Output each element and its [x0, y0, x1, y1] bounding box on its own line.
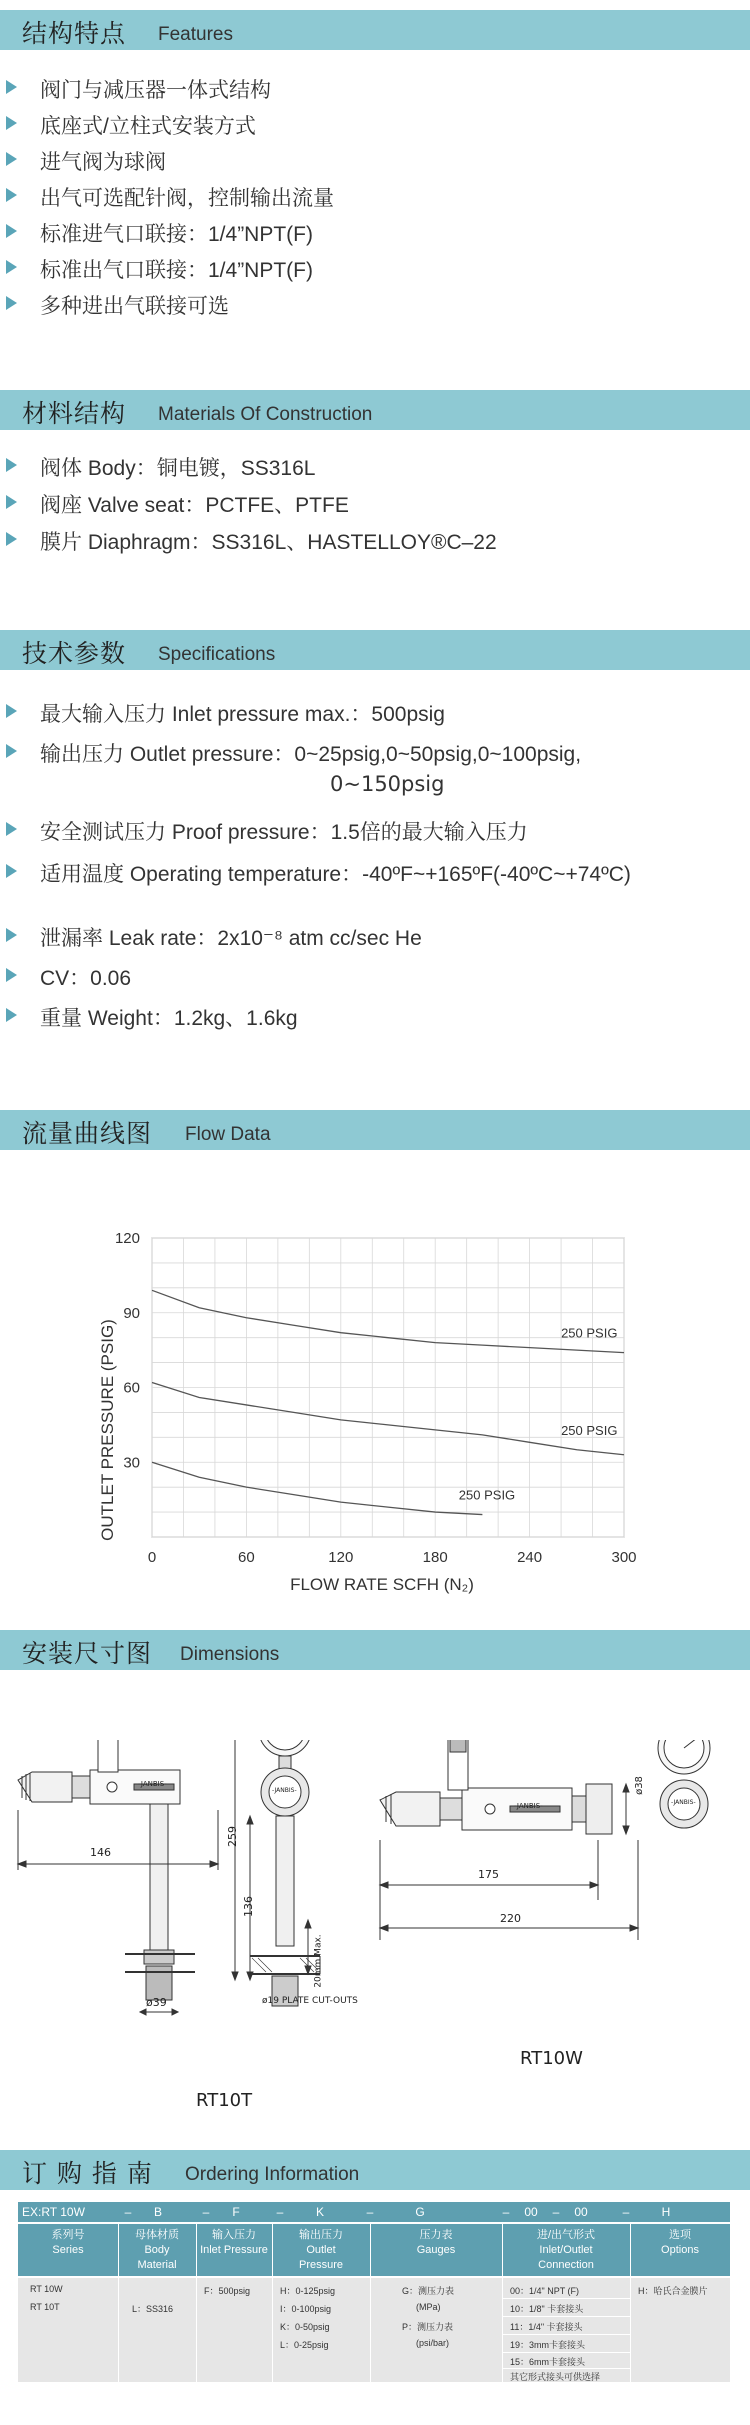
x-tick-label: 240	[517, 1549, 543, 1566]
dim-20max-label: 20mm Max.	[313, 1934, 324, 1988]
connection-value: 00：1/4" NPT (F)	[510, 2286, 580, 2296]
col-outlet-header: 输出压力 Outlet Pressure	[298, 2229, 344, 2271]
series-label: 250 PSIG	[561, 1422, 618, 1438]
col-gauges-header: 压力表 Gauges	[416, 2229, 456, 2256]
rt10t-front-view	[232, 1740, 320, 2006]
example-dash: –	[202, 2205, 210, 2219]
series-value: RT 10W	[30, 2284, 63, 2294]
arrow-bullet-icon	[6, 116, 17, 130]
arrow-bullet-icon	[6, 296, 17, 310]
example-conn-b: 00	[574, 2205, 588, 2219]
arrow-bullet-icon	[6, 822, 17, 836]
rt10w-front-view	[658, 1740, 710, 1828]
series-label: 250 PSIG	[458, 1487, 516, 1503]
example-dash: –	[124, 2205, 132, 2219]
chart-y-axis-label: OUTLET PRESSURE (PSIG)	[98, 1319, 117, 1541]
materials-title-cn: 材料结构	[22, 399, 127, 428]
flow-header	[0, 1110, 750, 1150]
dimensions-title-en: Dimensions	[180, 1644, 280, 1665]
connection-value: 10：1/8" 卡套接头	[510, 2304, 584, 2314]
y-tick-label: 30	[123, 1454, 140, 1472]
chart-x-axis-label: FLOW RATE SCFH (N₂)	[290, 1575, 474, 1594]
chart-grid	[152, 1238, 624, 1537]
example-body: B	[153, 2205, 162, 2219]
gauge-value: (MPa)	[416, 2302, 441, 2312]
arrow-bullet-icon	[6, 260, 17, 274]
example-conn-a: 00	[524, 2205, 538, 2219]
ordering-header	[0, 2150, 750, 2190]
ordering-header-row	[18, 2224, 730, 2276]
rt10t-side-view	[18, 1740, 218, 2015]
features-header	[0, 10, 750, 50]
example-outlet: K	[315, 2205, 324, 2219]
gauge-value: G：测压力表	[402, 2286, 455, 2296]
example-dash: –	[276, 2205, 284, 2219]
arrow-bullet-icon	[6, 458, 17, 472]
materials-title-en: Materials Of Construction	[158, 404, 373, 425]
flow-title-cn: 流量曲线图	[22, 1119, 153, 1148]
chart-lines	[152, 1290, 624, 1514]
materials-header	[0, 390, 750, 430]
arrow-bullet-icon	[6, 1008, 17, 1022]
specs-title-en: Specifications	[158, 644, 276, 665]
x-tick-label: 180	[422, 1549, 448, 1566]
inlet-value: F：500psig	[204, 2286, 251, 2296]
brand-label-rt10w: -JANBIS-	[514, 1802, 543, 1810]
dim-259-label: 259	[226, 1826, 239, 1847]
gauge-value: (psi/bar)	[416, 2338, 450, 2348]
brand-label-rt10t: -JANBIS-	[138, 1780, 167, 1788]
example-dash: –	[366, 2205, 374, 2219]
arrow-bullet-icon	[6, 80, 17, 94]
col-connection-header: 进/出气形式 Inlet/Outlet Connection	[536, 2229, 596, 2271]
gauge-value: P：测压力表	[402, 2322, 454, 2332]
option-value: H：哈氏合金膜片	[638, 2286, 708, 2296]
dimensions-title-cn: 安装尺寸图	[22, 1639, 153, 1668]
features-title-cn: 结构特点	[22, 19, 127, 48]
outlet-value: L：0-25psig	[280, 2340, 329, 2350]
specs-title-cn: 技术参数	[22, 639, 127, 668]
y-tick-label: 90	[123, 1304, 140, 1322]
dim-136-label: 136	[242, 1896, 255, 1917]
dim-175-label: 175	[478, 1868, 499, 1881]
dim-d39-label: ø39	[146, 1996, 167, 2009]
example-gauges: G	[415, 2205, 425, 2219]
flow-chart	[0, 1160, 750, 1620]
arrow-bullet-icon	[6, 928, 17, 942]
connection-value: 19：3mm卡套接头	[510, 2340, 586, 2350]
x-tick-label: 0	[147, 1549, 157, 1566]
ordering-title-cn: 订 购 指 南	[22, 2159, 153, 2188]
ordering-title-en: Ordering Information	[185, 2164, 360, 2185]
rt10w-side-view	[380, 1740, 638, 1940]
plate-cutout-label: ø19 PLATE CUT-OUTS	[262, 1996, 358, 2006]
outlet-value: H：0-125psig	[280, 2286, 336, 2296]
example-dash: –	[622, 2205, 630, 2219]
arrow-bullet-icon	[6, 188, 17, 202]
chart-series-labels	[459, 1326, 618, 1503]
series-label: 250 PSIG	[561, 1325, 618, 1341]
y-tick-label: 120	[114, 1230, 140, 1247]
x-tick-label: 60	[238, 1549, 255, 1566]
outlet-value: K：0-50psig	[280, 2322, 330, 2332]
series-line	[152, 1383, 624, 1455]
rt10t-model-label: RT10T	[196, 2090, 253, 2111]
col-body-header: 母体材质 Body Material	[135, 2229, 179, 2271]
connection-value: 11：1/4" 卡套接头	[510, 2322, 583, 2332]
dim-146-label: 146	[90, 1846, 111, 1859]
ordering-data-block	[18, 2278, 730, 2382]
brand-label-rt10t-front: -JANBIS-	[272, 1787, 297, 1794]
features-title-en: Features	[158, 24, 233, 45]
x-tick-label: 120	[328, 1549, 354, 1566]
series-line	[152, 1462, 482, 1514]
dimensions-header	[0, 1630, 750, 1670]
arrow-bullet-icon	[6, 968, 17, 982]
example-dash: –	[552, 2205, 560, 2219]
example-dash: –	[502, 2205, 510, 2219]
arrow-bullet-icon	[6, 152, 17, 166]
outlet-value: I：0-100psig	[280, 2304, 332, 2314]
body-value: L：SS316	[132, 2304, 174, 2314]
col-inlet-header: 输入压力 Inlet Pressure	[200, 2229, 268, 2256]
ordering-example-row	[18, 2202, 730, 2222]
arrow-bullet-icon	[6, 224, 17, 238]
x-tick-label: 300	[611, 1549, 637, 1566]
col-options-header: 选项 Options	[661, 2229, 699, 2256]
series-value: RT 10T	[30, 2302, 60, 2312]
example-series: EX:RT 10W	[22, 2205, 85, 2219]
arrow-bullet-icon	[6, 532, 17, 546]
connection-value: 其它形式接头可供选择	[510, 2372, 601, 2382]
specs-header	[0, 630, 750, 670]
chart-ticks	[115, 1230, 637, 1566]
arrow-bullet-icon	[6, 704, 17, 718]
col-series-header: 系列号 Series	[51, 2229, 85, 2256]
flow-title-en: Flow Data	[185, 1124, 271, 1145]
arrow-bullet-icon	[6, 744, 17, 758]
brand-label-rt10w-front: -JANBIS-	[671, 1799, 696, 1806]
rt10w-model-label: RT10W	[520, 2048, 583, 2069]
connection-value: 15：6mm卡套接头	[510, 2357, 586, 2367]
arrow-bullet-icon	[6, 864, 17, 878]
arrow-bullet-icon	[6, 495, 17, 509]
dim-d38-label: ø38	[633, 1776, 645, 1795]
example-inlet: F	[232, 2205, 240, 2219]
dim-220-label: 220	[500, 1912, 521, 1925]
y-tick-label: 60	[123, 1379, 140, 1397]
series-line	[152, 1290, 624, 1352]
example-options: H	[661, 2205, 671, 2219]
